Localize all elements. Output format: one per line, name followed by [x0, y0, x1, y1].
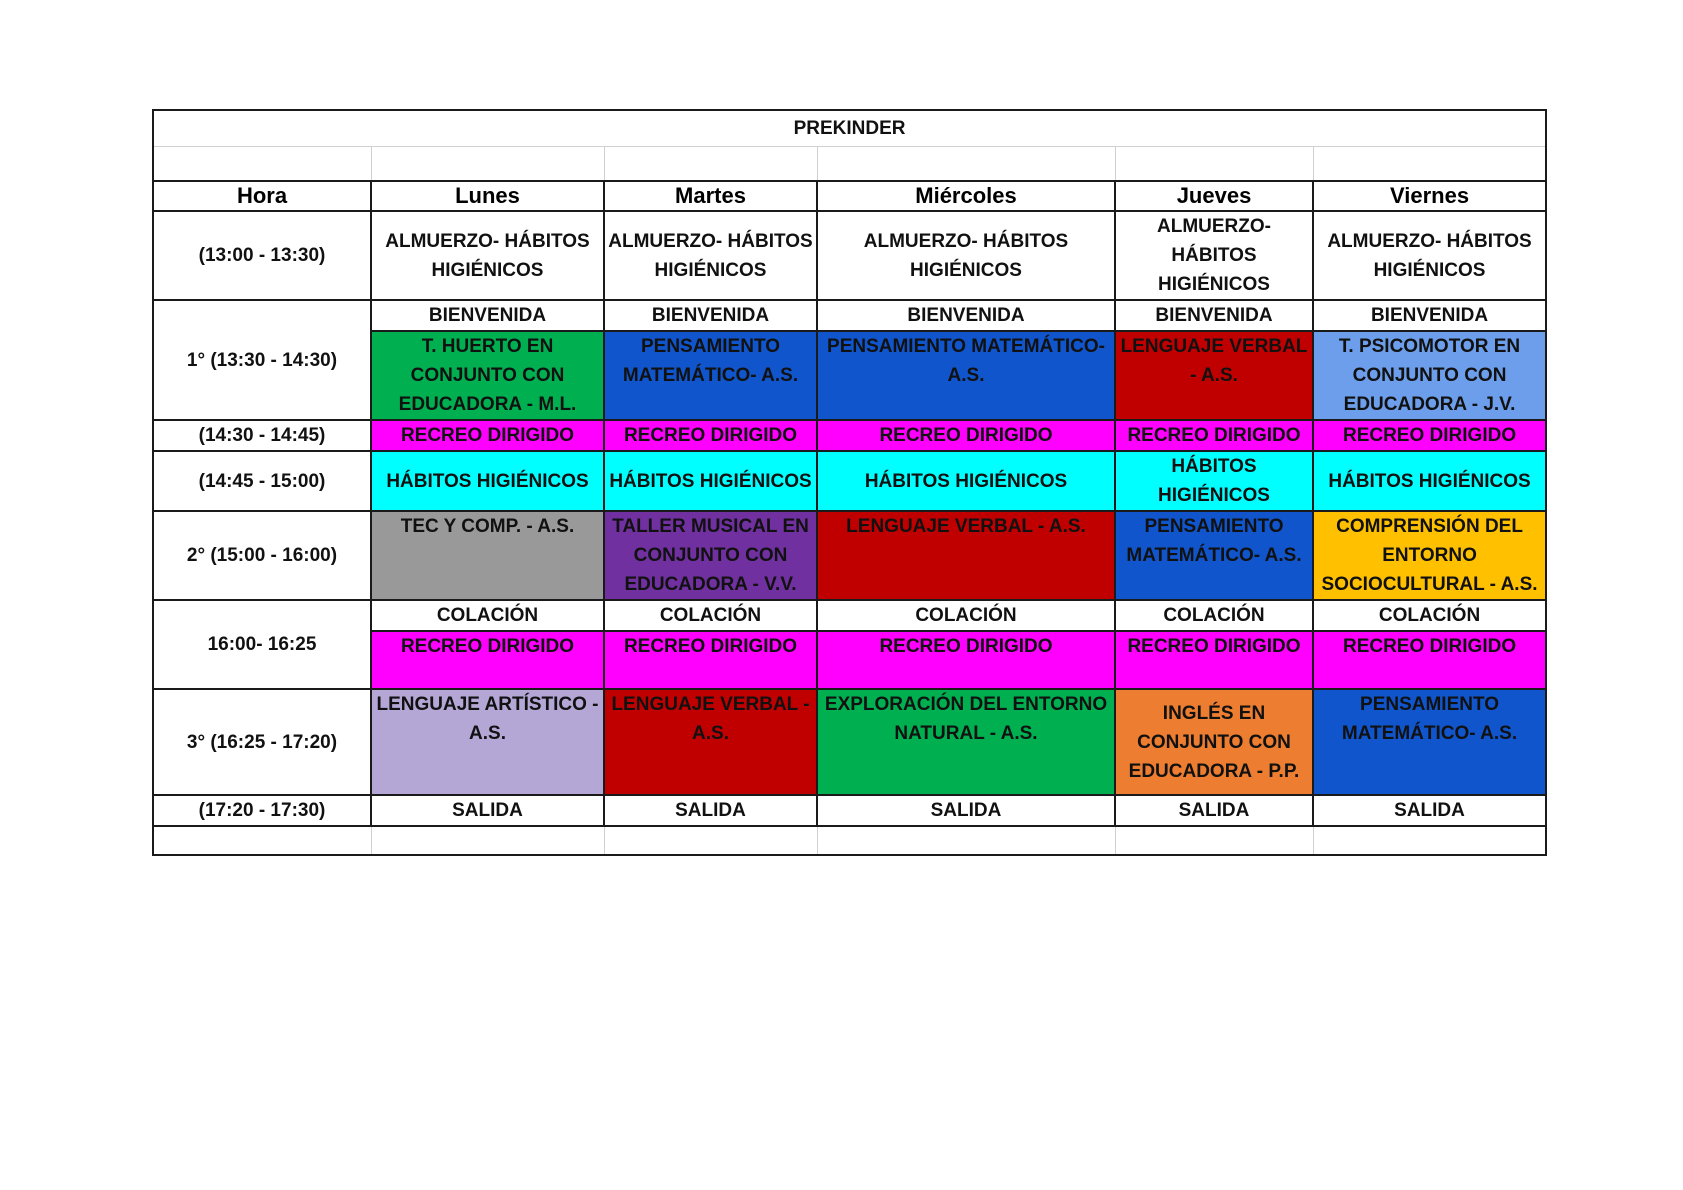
empty-cell	[371, 826, 604, 855]
activity-cell: ALMUERZO- HÁBITOS HIGIÉNICOS	[371, 211, 604, 300]
empty-cell	[817, 826, 1115, 855]
empty-cell	[371, 146, 604, 181]
activity-cell: RECREO DIRIGIDO	[1115, 631, 1313, 689]
time-cell: 1° (13:30 - 14:30)	[153, 300, 371, 420]
activity-cell: HÁBITOS HIGIÉNICOS	[1313, 451, 1546, 511]
empty-cell	[1313, 826, 1546, 855]
empty-cell	[604, 146, 817, 181]
header-martes: Martes	[604, 181, 817, 211]
activity-cell: ALMUERZO- HÁBITOS HIGIÉNICOS	[1115, 211, 1313, 300]
time-cell: (13:00 - 13:30)	[153, 211, 371, 300]
empty-cell	[817, 146, 1115, 181]
welcome-cell: BIENVENIDA	[817, 300, 1115, 331]
exit-cell: SALIDA	[1115, 795, 1313, 826]
header-miercoles: Miércoles	[817, 181, 1115, 211]
activity-cell: ALMUERZO- HÁBITOS HIGIÉNICOS	[817, 211, 1115, 300]
activity-cell: HÁBITOS HIGIÉNICOS	[604, 451, 817, 511]
activity-cell: T. HUERTO EN CONJUNTO CON EDUCADORA - M.L.	[371, 331, 604, 420]
welcome-cell: BIENVENIDA	[1115, 300, 1313, 331]
activity-cell: ALMUERZO- HÁBITOS HIGIÉNICOS	[1313, 211, 1546, 300]
time-cell: 16:00- 16:25	[153, 600, 371, 689]
activity-cell: ALMUERZO- HÁBITOS HIGIÉNICOS	[604, 211, 817, 300]
activity-cell: RECREO DIRIGIDO	[604, 631, 817, 689]
activity-cell: RECREO DIRIGIDO	[1313, 631, 1546, 689]
exit-cell: SALIDA	[1313, 795, 1546, 826]
time-cell: (17:20 - 17:30)	[153, 795, 371, 826]
exit-cell: SALIDA	[817, 795, 1115, 826]
welcome-cell: BIENVENIDA	[1313, 300, 1546, 331]
activity-cell: TALLER MUSICAL EN CONJUNTO CON EDUCADORA - V.V.	[604, 511, 817, 600]
activity-cell: PENSAMIENTO MATEMÁTICO- A.S.	[817, 331, 1115, 420]
empty-cell	[604, 826, 817, 855]
activity-cell: RECREO DIRIGIDO	[371, 631, 604, 689]
time-cell: (14:30 - 14:45)	[153, 420, 371, 451]
activity-cell: HÁBITOS HIGIÉNICOS	[817, 451, 1115, 511]
empty-cell	[1115, 146, 1313, 181]
activity-cell: LENGUAJE VERBAL - A.S.	[817, 511, 1115, 600]
welcome-cell: BIENVENIDA	[371, 300, 604, 331]
schedule-table	[152, 109, 1547, 856]
activity-cell: PENSAMIENTO MATEMÁTICO- A.S.	[604, 331, 817, 420]
activity-cell: LENGUAJE VERBAL - A.S.	[1115, 331, 1313, 420]
header-hora: Hora	[153, 181, 371, 211]
empty-cell	[1115, 826, 1313, 855]
exit-cell: SALIDA	[604, 795, 817, 826]
activity-cell: PENSAMIENTO MATEMÁTICO- A.S.	[1115, 511, 1313, 600]
activity-cell: COMPRENSIÓN DEL ENTORNO SOCIOCULTURAL - A.S.	[1313, 511, 1546, 600]
snack-cell: COLACIÓN	[1115, 600, 1313, 631]
snack-cell: COLACIÓN	[1313, 600, 1546, 631]
activity-cell: RECREO DIRIGIDO	[604, 420, 817, 451]
activity-cell: EXPLORACIÓN DEL ENTORNO NATURAL - A.S.	[817, 689, 1115, 795]
welcome-cell: BIENVENIDA	[604, 300, 817, 331]
time-cell: (14:45 - 15:00)	[153, 451, 371, 511]
activity-cell: LENGUAJE ARTÍSTICO - A.S.	[371, 689, 604, 795]
header-jueves: Jueves	[1115, 181, 1313, 211]
empty-cell	[153, 146, 371, 181]
empty-cell	[153, 826, 371, 855]
activity-cell: HÁBITOS HIGIÉNICOS	[371, 451, 604, 511]
activity-cell: HÁBITOS HIGIÉNICOS	[1115, 451, 1313, 511]
activity-cell: RECREO DIRIGIDO	[1313, 420, 1546, 451]
activity-cell: LENGUAJE VERBAL - A.S.	[604, 689, 817, 795]
activity-cell: T. PSICOMOTOR EN CONJUNTO CON EDUCADORA - J.V.	[1313, 331, 1546, 420]
page-title: PREKINDER	[153, 110, 1546, 146]
activity-cell: TEC Y COMP. - A.S.	[371, 511, 604, 600]
snack-cell: COLACIÓN	[817, 600, 1115, 631]
activity-cell: RECREO DIRIGIDO	[817, 631, 1115, 689]
time-cell: 2° (15:00 - 16:00)	[153, 511, 371, 600]
empty-cell	[1313, 146, 1546, 181]
header-lunes: Lunes	[371, 181, 604, 211]
activity-cell: RECREO DIRIGIDO	[371, 420, 604, 451]
header-viernes: Viernes	[1313, 181, 1546, 211]
exit-cell: SALIDA	[371, 795, 604, 826]
snack-cell: COLACIÓN	[371, 600, 604, 631]
activity-cell: RECREO DIRIGIDO	[817, 420, 1115, 451]
snack-cell: COLACIÓN	[604, 600, 817, 631]
activity-cell: RECREO DIRIGIDO	[1115, 420, 1313, 451]
activity-cell: PENSAMIENTO MATEMÁTICO- A.S.	[1313, 689, 1546, 795]
activity-cell: INGLÉS EN CONJUNTO CON EDUCADORA - P.P.	[1115, 689, 1313, 795]
time-cell: 3° (16:25 - 17:20)	[153, 689, 371, 795]
